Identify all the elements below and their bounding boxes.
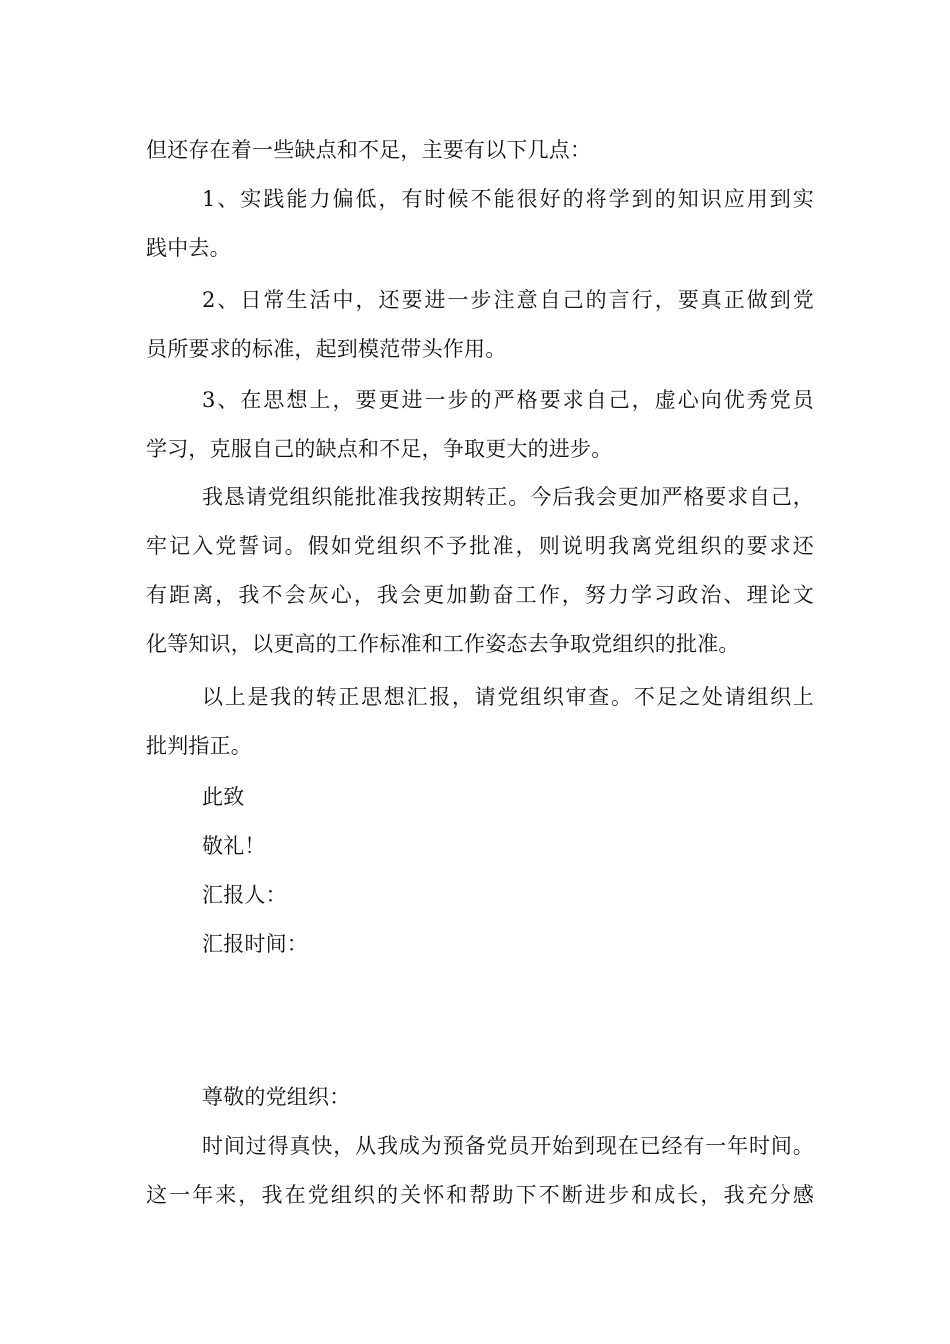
text-line: 3、在思想上，要更进一步的严格要求自己，虚心向优秀党员 bbox=[202, 388, 814, 412]
paragraph-point-3 bbox=[146, 376, 814, 474]
closing-salute: 敬礼！ bbox=[202, 834, 266, 858]
report-date-label: 汇报时间： bbox=[202, 932, 308, 956]
salutation: 尊敬的党组织： bbox=[202, 1085, 351, 1109]
text-line: 员所要求的标准，起到模范带头作用。 bbox=[146, 337, 507, 361]
text-line: 我恳请党组织能批准我按期转正。今后我会更加严格要求自己， bbox=[202, 485, 814, 509]
text-line: 2、日常生活中，还要进一步注意自己的言行，要真正做到党 bbox=[202, 288, 814, 312]
reporter-label: 汇报人： bbox=[202, 883, 287, 907]
text-line: 有距离，我不会灰心，我会更加勤奋工作，努力学习政治、理论文 bbox=[146, 583, 814, 607]
text-line: 但还存在着一些缺点和不足，主要有以下几点： bbox=[146, 138, 592, 162]
text-line: 时间过得真快，从我成为预备党员开始到现在已经有一年时间。 bbox=[202, 1134, 814, 1158]
text-line: 化等知识，以更高的工作标准和工作姿态去争取党组织的批准。 bbox=[146, 632, 740, 656]
closing-block bbox=[146, 773, 814, 969]
text-line: 牢记入党誓词。假如党组织不予批准，则说明我离党组织的要求还 bbox=[146, 534, 814, 558]
text-line: 批判指正。 bbox=[146, 734, 252, 758]
paragraph-shortcomings-intro bbox=[146, 126, 814, 175]
text-line: 1、实践能力偏低，有时候不能很好的将学到的知识应用到实 bbox=[202, 187, 814, 211]
paragraph-review-request bbox=[146, 673, 814, 771]
text-line: 践中去。 bbox=[146, 236, 231, 260]
text-line: 学习，克服自己的缺点和不足，争取更大的进步。 bbox=[146, 437, 613, 461]
closing-greeting: 此致 bbox=[202, 785, 245, 809]
text-line: 以上是我的转正思想汇报，请党组织审查。不足之处请组织上 bbox=[202, 685, 814, 709]
next-letter-section bbox=[146, 1073, 814, 1220]
paragraph-point-2 bbox=[146, 276, 814, 374]
paragraph-request-approval bbox=[146, 473, 814, 669]
paragraph-point-1 bbox=[146, 175, 814, 273]
text-line: 这一年来，我在党组织的关怀和帮助下不断进步和成长，我充分感 bbox=[146, 1183, 814, 1207]
